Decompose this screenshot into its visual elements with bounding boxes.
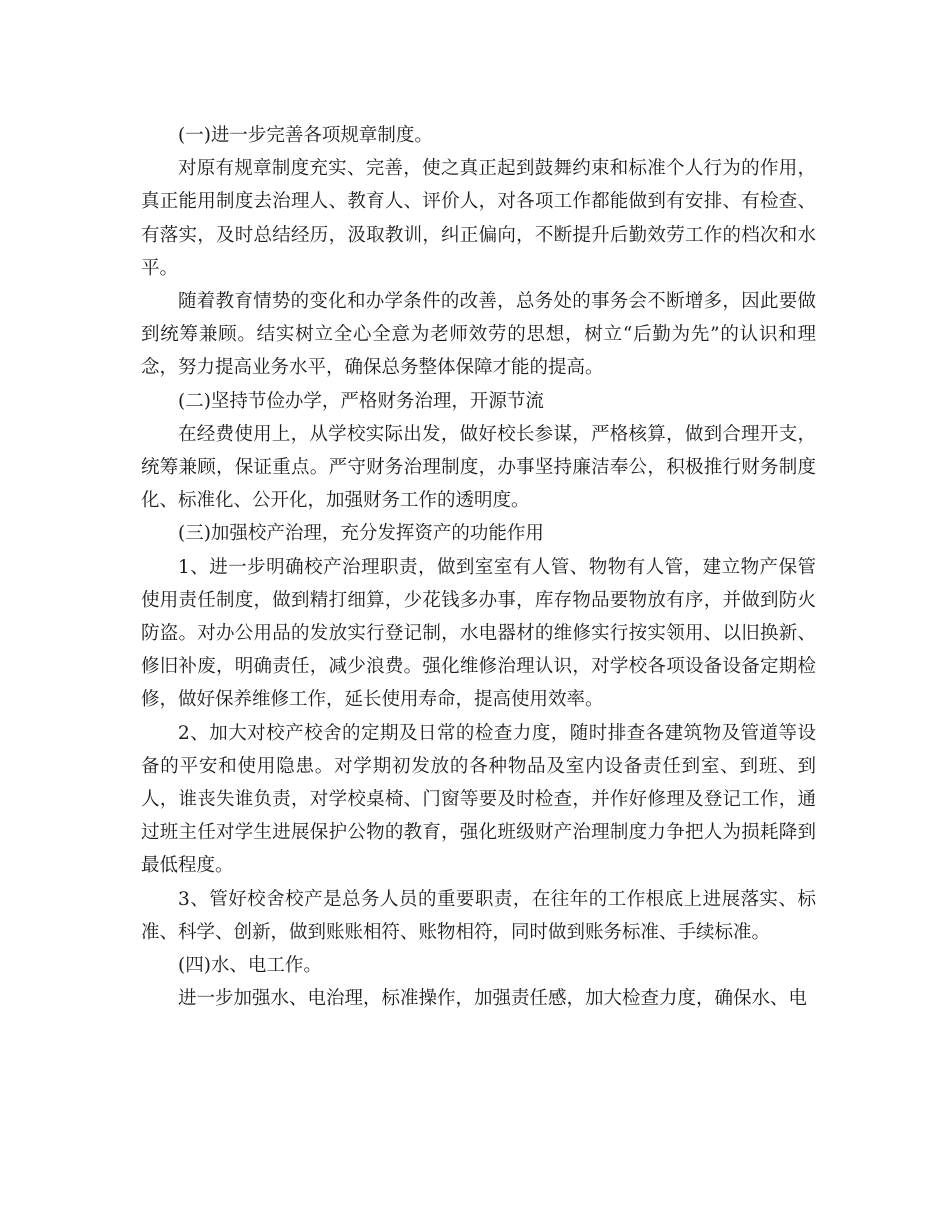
numbered-paragraph-3: 3、管好校舍校产是总务人员的重要职责，在往年的工作根底上进展落实、标准、科学、创新，做到账账相符、账物相符，同时做到账务标准、手续标准。 <box>141 888 816 943</box>
section-heading-4: (四)水、电工作。 <box>178 955 322 977</box>
paragraph: 随着教育情势的变化和办学条件的改善，总务处的事务会不断增多，因此要做到统筹兼顾。结实树立全心全意为老师效劳的思想，树立“后勤为先”的认识和理念，努力提高业务水平，确保总务整体保障才能的提高。 <box>141 291 816 379</box>
section-heading-1: (一)进一步完善各项规章制度。 <box>178 125 433 146</box>
numbered-paragraph-2: 2、加大对校产校舍的定期及日常的检查力度，随时排查各建筑物及管道等设备的平安和使用隐患。对学期初发放的各种物品及室内设备责任到室、到班、到人，谁丧失谁负责，对学校桌椅、门窗等要及时检查，并作好修理及登记工作，通过班主任对学生进展保护公物的教育，强化班级财产治理制度力争把人为损耗降到最低程度。 <box>141 722 816 877</box>
paragraph: 在经费使用上，从学校实际出发，做好校长参谋，严格核算，做到合理开支，统筹兼顾，保证重点。严守财务治理制度，办事坚持廉洁奉公，积极推行财务制度化、标准化、公开化，加强财务工作的透明度。 <box>141 423 816 512</box>
section-heading-2: (二)坚持节俭办学，严格财务治理，开源节流 <box>178 390 544 412</box>
document-body <box>141 119 816 1015</box>
numbered-paragraph-1: 1、进一步明确校产治理职责，做到室室有人管、物物有人管，建立物产保管使用责任制度，做到精打细算，少花钱多办事，库存物品要物放有序，并做到防火防盗。对办公用品的发放实行登记制，水电器材的维修实行按实领用、以旧换新、修旧补废，明确责任，减少浪费。强化维修治理认识，对学校各项设备设备定期检修，做好保养维修工作，延长使用寿命，提高使用效率。 <box>141 556 816 711</box>
paragraph: 对原有规章制度充实、完善，使之真正起到鼓舞约束和标准个人行为的作用，真正能用制度去治理人、教育人、评价人，对各项工作都能做到有安排、有检查、有落实，及时总结经历，汲取教训，纠正偏向，不断提升后勤效劳工作的档次和水平。 <box>141 158 816 279</box>
section-heading-3: (三)加强校产治理，充分发挥资产的功能作用 <box>178 523 544 545</box>
paragraph: 进一步加强水、电治理，标准操作，加强责任感，加大检查力度，确保水、电 <box>178 988 808 1010</box>
